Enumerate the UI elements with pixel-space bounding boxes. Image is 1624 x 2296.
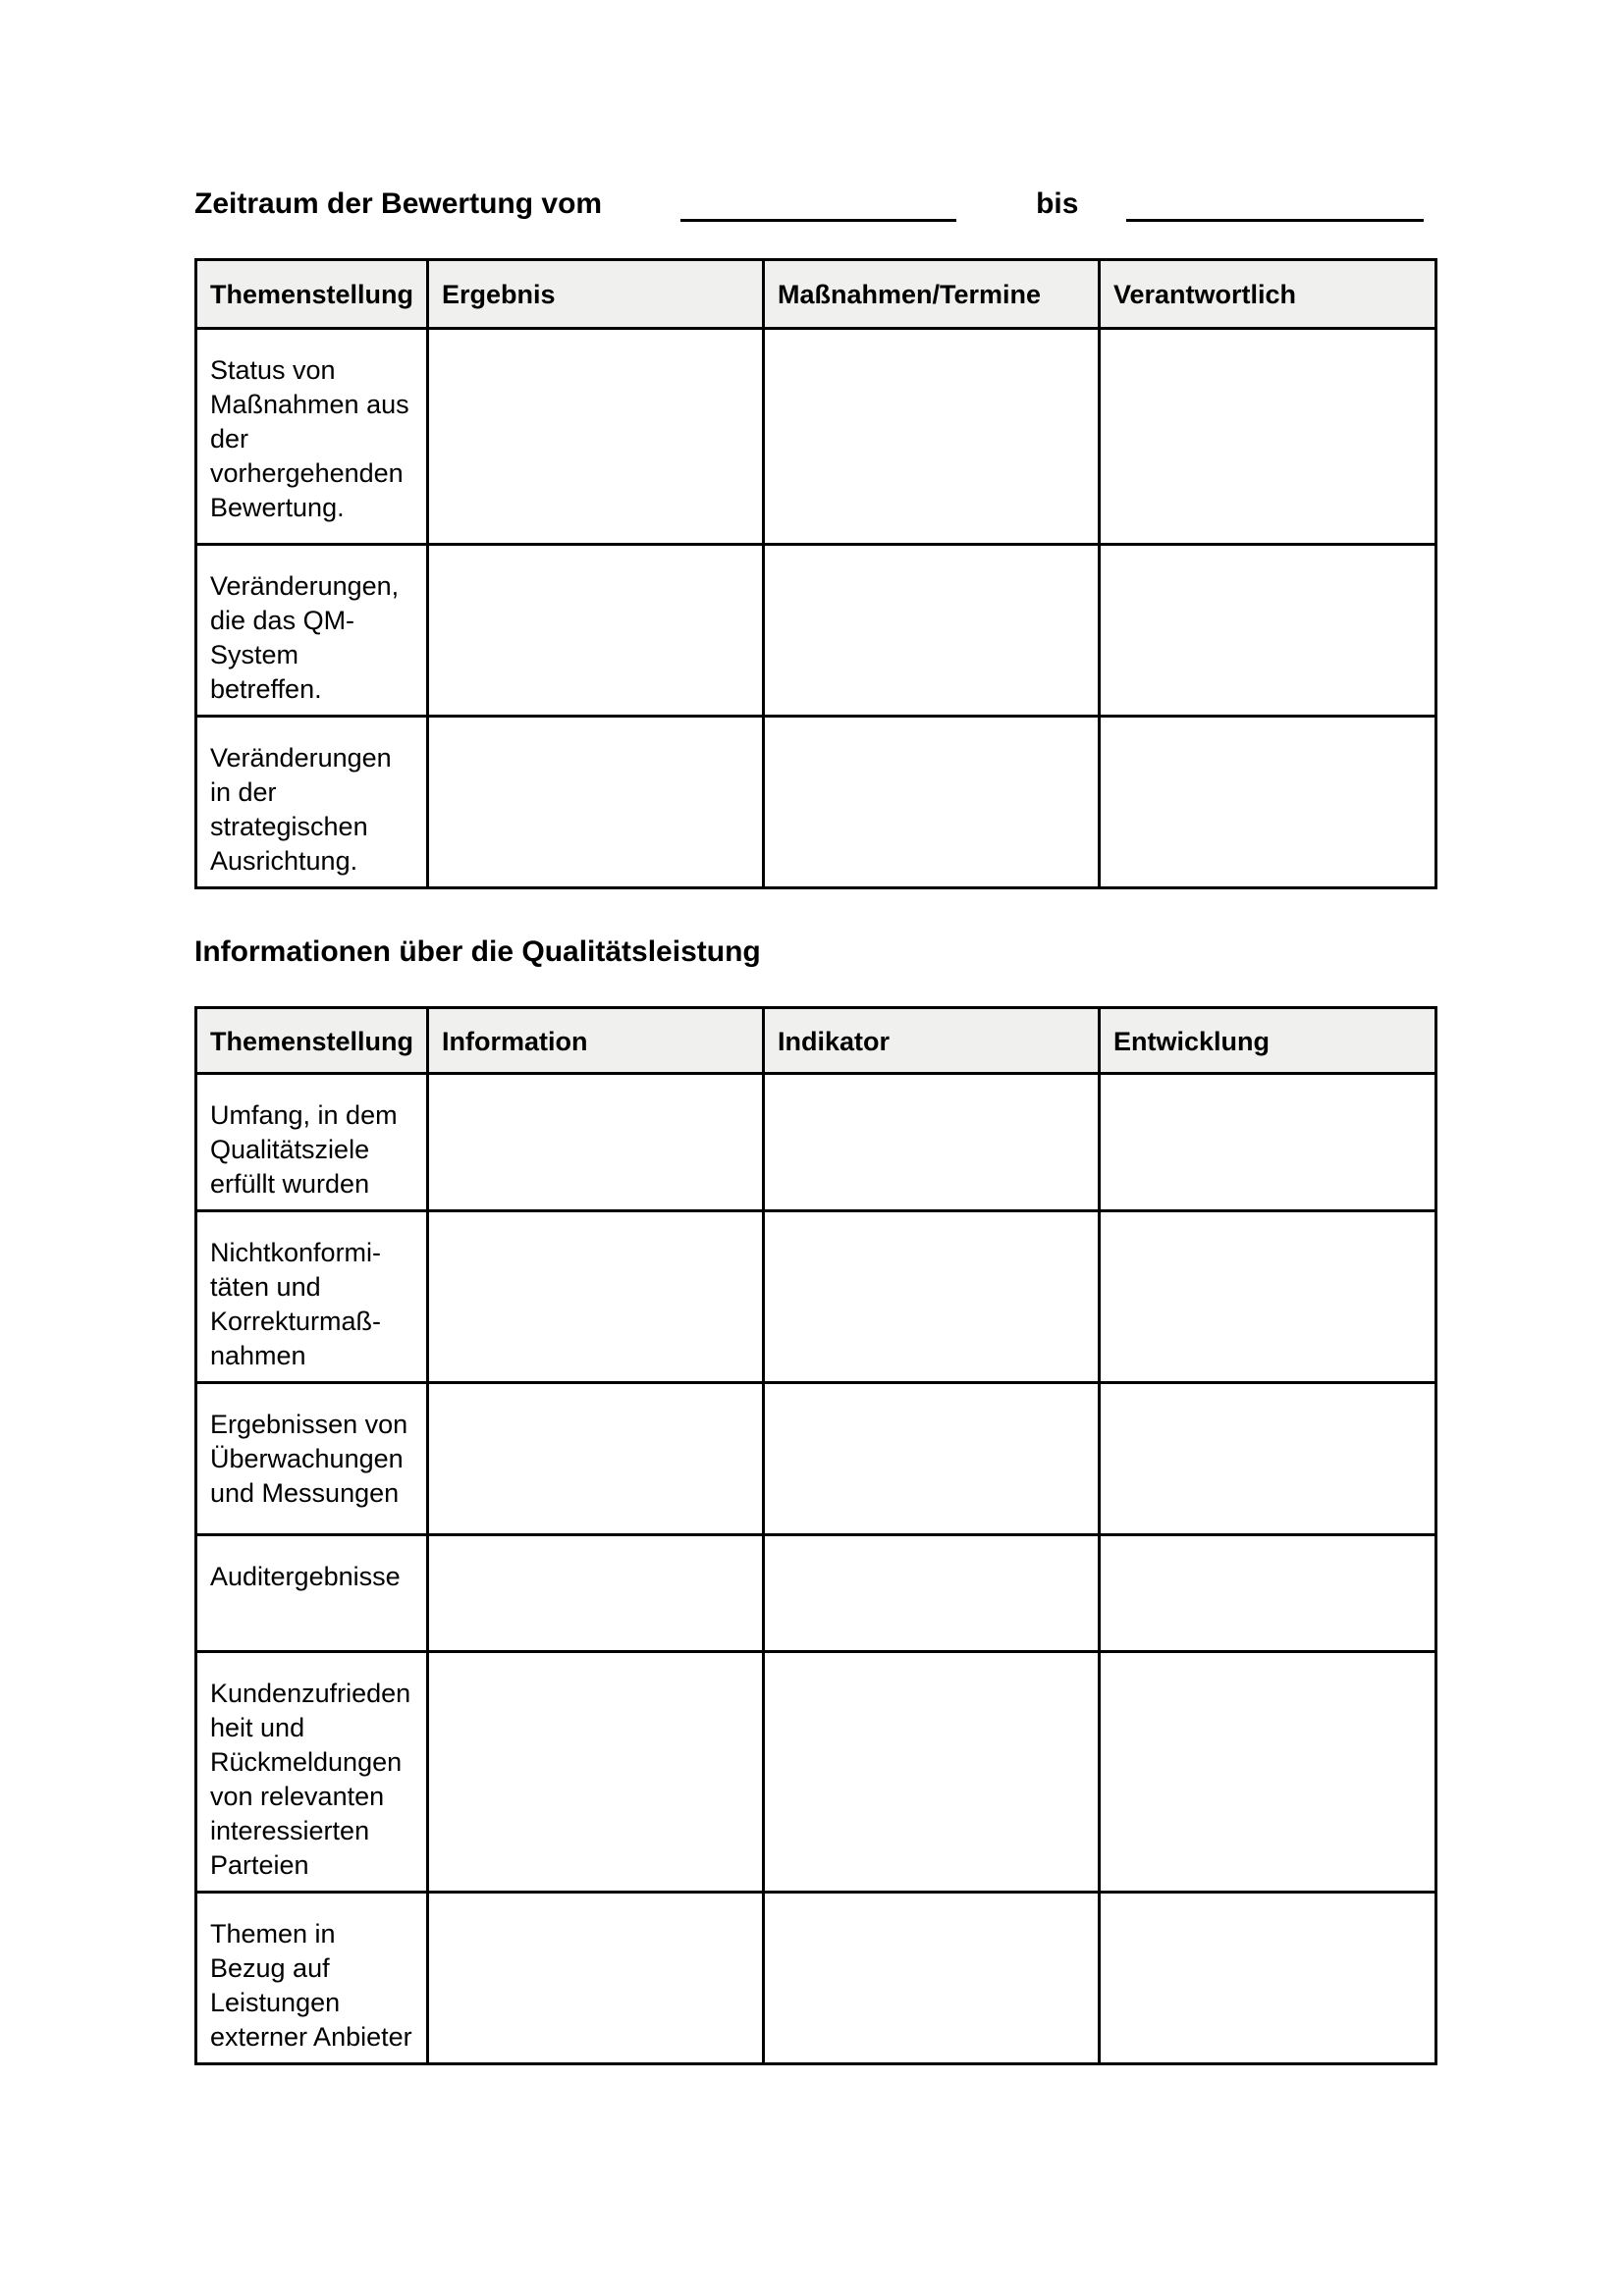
t2-header-information: Information xyxy=(428,1008,764,1074)
t2-row1-indikator-cell[interactable] xyxy=(764,1074,1100,1211)
t2-row-externe-anbieter xyxy=(196,1893,1436,2064)
t2-row6-indikator-cell[interactable] xyxy=(764,1893,1100,2064)
t2-row6-information-cell[interactable] xyxy=(428,1893,764,2064)
t1-row2-topic: Veränderungen, die das QM-System betreffen. xyxy=(196,545,428,717)
t2-row1-topic: Umfang, in dem Qualitätsziele erfüllt wurden xyxy=(196,1074,428,1211)
t2-row4-entwicklung-cell[interactable] xyxy=(1100,1535,1436,1652)
t2-row5-indikator-cell[interactable] xyxy=(764,1652,1100,1893)
t2-header-themenstellung: Themenstellung xyxy=(196,1008,428,1074)
t2-row5-topic: Kundenzufrieden heit und Rückmeldungen von relevanten interessierten Parteien xyxy=(196,1652,428,1893)
t2-row-kundenzufriedenheit xyxy=(196,1652,1436,1893)
review-topics-table xyxy=(194,258,1437,889)
t1-row-veraenderungen-strategie xyxy=(196,717,1436,888)
t1-row3-massnahmen-cell[interactable] xyxy=(764,717,1100,888)
t2-row-auditergebnisse xyxy=(196,1535,1436,1652)
t2-row5-entwicklung-cell[interactable] xyxy=(1100,1652,1436,1893)
t2-row3-topic: Ergebnissen von Überwachungen und Messungen xyxy=(196,1383,428,1535)
t2-row2-entwicklung-cell[interactable] xyxy=(1100,1211,1436,1383)
t1-row3-topic: Veränderungen in der strategischen Ausrichtung. xyxy=(196,717,428,888)
t1-row1-verantwortlich-cell[interactable] xyxy=(1100,329,1436,545)
t1-header-row xyxy=(196,260,1436,329)
period-to-field[interactable] xyxy=(1126,187,1424,222)
t2-row2-information-cell[interactable] xyxy=(428,1211,764,1383)
quality-performance-section-title: Informationen über die Qualitätsleistung xyxy=(194,935,761,968)
evaluation-period-line xyxy=(194,187,1436,222)
t2-row-qualitaetsziele xyxy=(196,1074,1436,1211)
t1-header-themenstellung: Themenstellung xyxy=(196,260,428,329)
t2-row4-indikator-cell[interactable] xyxy=(764,1535,1100,1652)
t2-header-row xyxy=(196,1008,1436,1074)
t2-row2-indikator-cell[interactable] xyxy=(764,1211,1100,1383)
t1-row1-topic: Status von Maßnahmen aus der vorhergehenden Bewertung. xyxy=(196,329,428,545)
t2-row1-information-cell[interactable] xyxy=(428,1074,764,1211)
period-from-field[interactable] xyxy=(680,187,956,222)
t1-header-verantwortlich: Verantwortlich xyxy=(1100,260,1436,329)
t2-row4-information-cell[interactable] xyxy=(428,1535,764,1652)
t1-row-veraenderungen-qm xyxy=(196,545,1436,717)
t2-row3-indikator-cell[interactable] xyxy=(764,1383,1100,1535)
period-to-label: bis xyxy=(1036,187,1079,220)
t2-row6-topic: Themen in Bezug auf Leistungen externer Anbieter xyxy=(196,1893,428,2064)
t1-row2-verantwortlich-cell[interactable] xyxy=(1100,545,1436,717)
t1-header-massnahmen-termine: Maßnahmen/Termine xyxy=(764,260,1100,329)
t2-header-indikator: Indikator xyxy=(764,1008,1100,1074)
t1-row3-ergebnis-cell[interactable] xyxy=(428,717,764,888)
t2-row1-entwicklung-cell[interactable] xyxy=(1100,1074,1436,1211)
t1-row3-verantwortlich-cell[interactable] xyxy=(1100,717,1436,888)
t1-header-ergebnis: Ergebnis xyxy=(428,260,764,329)
t1-row-status-massnahmen xyxy=(196,329,1436,545)
t2-row6-entwicklung-cell[interactable] xyxy=(1100,1893,1436,2064)
quality-performance-table xyxy=(194,1006,1437,2065)
t1-row1-ergebnis-cell[interactable] xyxy=(428,329,764,545)
t2-row5-information-cell[interactable] xyxy=(428,1652,764,1893)
period-from-label: Zeitraum der Bewertung vom xyxy=(194,187,603,220)
t2-row-ueberwachungen-messungen xyxy=(196,1383,1436,1535)
t2-row3-entwicklung-cell[interactable] xyxy=(1100,1383,1436,1535)
t2-row2-topic: Nichtkonformi-täten und Korrekturmaß-nahmen xyxy=(196,1211,428,1383)
t1-row2-ergebnis-cell[interactable] xyxy=(428,545,764,717)
t2-row-nichtkonformitaeten xyxy=(196,1211,1436,1383)
t2-row3-information-cell[interactable] xyxy=(428,1383,764,1535)
t1-row2-massnahmen-cell[interactable] xyxy=(764,545,1100,717)
t2-row4-topic: Auditergebnisse xyxy=(196,1535,428,1652)
t1-row1-massnahmen-cell[interactable] xyxy=(764,329,1100,545)
t2-header-entwicklung: Entwicklung xyxy=(1100,1008,1436,1074)
